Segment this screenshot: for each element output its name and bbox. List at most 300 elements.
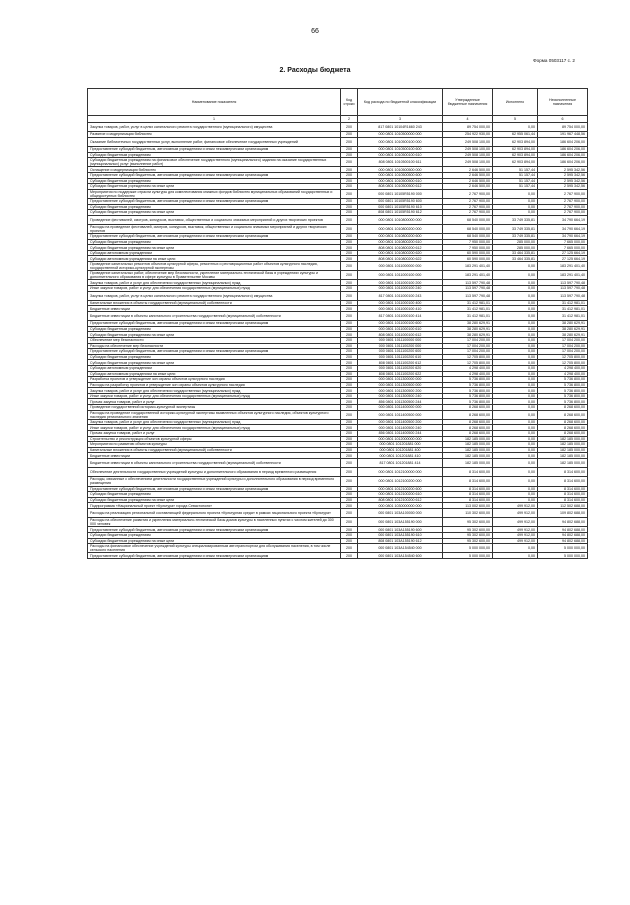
row-approved: 8 314 600,00 bbox=[443, 468, 493, 477]
row-kbk: 000 0801 1011400000 000 bbox=[358, 405, 443, 411]
row-executed: 33 464 335,81 bbox=[493, 256, 538, 262]
row-approved: 2 767 900,00 bbox=[443, 210, 493, 216]
row-kbk: 817 0801 101201881 414 bbox=[358, 459, 443, 468]
row-line-code: 200 bbox=[341, 447, 358, 453]
row-line-code: 200 bbox=[341, 306, 358, 312]
row-line-code: 200 bbox=[341, 553, 358, 559]
row-approved: 182 185 000,00 bbox=[443, 436, 493, 442]
row-unexecuted: 38 280 629,91 bbox=[538, 332, 588, 338]
row-kbk: 808 0801 1011100200 612 bbox=[358, 360, 443, 366]
row-kbk: 000 0801 101201881 410 bbox=[358, 453, 443, 459]
row-name: Бюджетные инвестиции в объекты капитального строительства государственной (муниципальной) собственности bbox=[88, 459, 341, 468]
row-executed: 0,00 bbox=[493, 354, 538, 360]
row-line-code: 200 bbox=[341, 486, 358, 492]
row-name: Предоставление субсидий бюджетным, автономным учреждениям и иным некоммерческим организациям bbox=[88, 172, 341, 178]
row-kbk: 817 0801 10104R1660 243 bbox=[358, 123, 443, 132]
row-unexecuted: 186 604 206,00 bbox=[538, 158, 588, 167]
row-line-code: 200 bbox=[341, 189, 358, 198]
row-name: Мероприятия по развитию объектов культуры bbox=[88, 442, 341, 448]
row-executed: 499 912,00 bbox=[493, 503, 538, 509]
row-kbk: 000 0801 103A100000 000 bbox=[358, 508, 443, 517]
row-approved: 113 002 600,00 bbox=[443, 503, 493, 509]
row-approved: 182 185 000,00 bbox=[443, 459, 493, 468]
row-name: Субсидии автономным учреждениям на иные цели bbox=[88, 371, 341, 377]
row-unexecuted: 4 298 400,00 bbox=[538, 365, 588, 371]
row-unexecuted: 191 967 448,56 bbox=[538, 132, 588, 138]
row-unexecuted: 27 125 664,19 bbox=[538, 256, 588, 262]
row-approved: 17 004 200,00 bbox=[443, 349, 493, 355]
row-approved: 183 291 401,40 bbox=[443, 271, 493, 280]
row-line-code: 200 bbox=[341, 271, 358, 280]
row-unexecuted: 94 802 688,00 bbox=[538, 527, 588, 533]
row-executed: 0,00 bbox=[493, 271, 538, 280]
row-approved: 12 705 800,00 bbox=[443, 354, 493, 360]
table-row bbox=[88, 410, 588, 419]
row-line-code: 200 bbox=[341, 152, 358, 158]
row-executed: 62 955 061,44 bbox=[493, 132, 538, 138]
row-approved: 8 314 600,00 bbox=[443, 492, 493, 498]
row-name: Подпрограмма «Национальный проект «Культура» города Севастополя» bbox=[88, 503, 341, 509]
row-executed: 0,00 bbox=[493, 436, 538, 442]
row-name: Субсидии бюджетным учреждениям bbox=[88, 178, 341, 184]
row-approved: 249 508 100,00 bbox=[443, 158, 493, 167]
row-executed: 0,00 bbox=[493, 337, 538, 343]
row-unexecuted: 5 736 800,00 bbox=[538, 377, 588, 383]
row-unexecuted: 8 314 600,00 bbox=[538, 497, 588, 503]
table-row bbox=[88, 158, 588, 167]
row-kbk: 808 0801 1011100200 622 bbox=[358, 371, 443, 377]
row-kbk: 808 0801 1010500100 611 bbox=[358, 158, 443, 167]
row-unexecuted: 112 502 688,00 bbox=[538, 503, 588, 509]
column-number-row bbox=[88, 116, 588, 123]
row-kbk: 000 0801 1011000100 240 bbox=[358, 286, 443, 292]
row-unexecuted: 182 185 000,00 bbox=[538, 453, 588, 459]
row-approved: 89 754 000,00 bbox=[443, 123, 493, 132]
row-unexecuted: 94 802 688,00 bbox=[538, 538, 588, 544]
row-name: Предоставление субсидий бюджетным, автономным учреждениям и иным некоммерческим организациям bbox=[88, 198, 341, 204]
row-unexecuted: 17 004 200,00 bbox=[538, 343, 588, 349]
row-unexecuted: 186 604 206,00 bbox=[538, 146, 588, 152]
row-kbk: 000 0801 1011000100 000 bbox=[358, 271, 443, 280]
row-name: Расходы на обеспечение развития и укрепления материально-технической базы домов культуры в населенных пунктах с числом жителей до 300 000 человек bbox=[88, 518, 341, 527]
row-executed: 0,00 bbox=[493, 210, 538, 216]
row-unexecuted: 34 790 664,19 bbox=[538, 234, 588, 240]
row-unexecuted: 5 736 800,00 bbox=[538, 382, 588, 388]
row-kbk: 000 0801 1010500100 600 bbox=[358, 146, 443, 152]
row-executed: 0,00 bbox=[493, 553, 538, 559]
table-row bbox=[88, 262, 588, 271]
row-kbk: 000 0801 1010800200 610 bbox=[358, 239, 443, 245]
row-line-code: 200 bbox=[341, 262, 358, 271]
row-approved: 8 268 600,00 bbox=[443, 425, 493, 431]
column-number: 5 bbox=[493, 116, 538, 123]
row-line-code: 200 bbox=[341, 497, 358, 503]
row-kbk: 000 0801 103A155190 610 bbox=[358, 532, 443, 538]
row-unexecuted: 8 268 600,00 bbox=[538, 419, 588, 425]
row-unexecuted: 2 767 900,00 bbox=[538, 189, 588, 198]
table-row bbox=[88, 311, 588, 320]
row-unexecuted: 34 790 664,19 bbox=[538, 215, 588, 224]
row-executed: 0,00 bbox=[493, 377, 538, 383]
row-line-code: 200 bbox=[341, 137, 358, 146]
row-line-code: 200 bbox=[341, 365, 358, 371]
column-number: 2 bbox=[341, 116, 358, 123]
row-executed: 499 912,00 bbox=[493, 518, 538, 527]
row-approved: 31 412 981,01 bbox=[443, 311, 493, 320]
row-executed: 0,00 bbox=[493, 447, 538, 453]
row-approved: 95 302 600,00 bbox=[443, 532, 493, 538]
row-approved: 2 767 900,00 bbox=[443, 189, 493, 198]
row-approved: 68 540 000,00 bbox=[443, 215, 493, 224]
row-line-code: 200 bbox=[341, 300, 358, 306]
row-approved: 12 705 800,00 bbox=[443, 360, 493, 366]
row-name: Субсидии бюджетным учреждениям на иные цели bbox=[88, 497, 341, 503]
row-unexecuted: 182 185 000,00 bbox=[538, 447, 588, 453]
row-line-code: 200 bbox=[341, 321, 358, 327]
row-kbk: 000 0801 1010500100 610 bbox=[358, 152, 443, 158]
row-approved: 38 280 629,91 bbox=[443, 326, 493, 332]
row-kbk: 000 0801 1010500500 000 bbox=[358, 167, 443, 173]
row-name: Прочая закупка товаров, работ и услуг bbox=[88, 431, 341, 437]
row-line-code: 200 bbox=[341, 527, 358, 533]
row-approved: 8 268 600,00 bbox=[443, 410, 493, 419]
row-approved: 31 412 981,01 bbox=[443, 300, 493, 306]
row-line-code: 200 bbox=[341, 326, 358, 332]
row-approved: 182 185 000,00 bbox=[443, 453, 493, 459]
row-unexecuted: 89 754 000,00 bbox=[538, 123, 588, 132]
row-executed: 0,00 bbox=[493, 198, 538, 204]
row-name: Субсидии бюджетным учреждениям bbox=[88, 239, 341, 245]
row-unexecuted: 34 790 664,19 bbox=[538, 224, 588, 233]
row-approved: 60 590 000,00 bbox=[443, 250, 493, 256]
row-name: Предоставление субсидий бюджетным, автономным учреждениям и иным некоммерческим организациям bbox=[88, 349, 341, 355]
row-kbk: 000 0801 1011400500 240 bbox=[358, 425, 443, 431]
row-approved: 8 268 600,00 bbox=[443, 419, 493, 425]
table-row bbox=[88, 271, 588, 280]
row-approved: 4 298 400,00 bbox=[443, 371, 493, 377]
row-executed: 0,00 bbox=[493, 332, 538, 338]
row-kbk: 856 0801 1011300500 244 bbox=[358, 399, 443, 405]
row-name: Предоставление субсидий бюджетным, автономным учреждениям и иным некоммерческим организациям bbox=[88, 486, 341, 492]
row-name: Проведение капитальных работ, обеспечение мер безопасности, укрепление материально-технической базы в учреждениях культуры и дополнительного образования в сфере культуры в Правительстве Москвы bbox=[88, 271, 341, 280]
row-kbk: 817 0801 1011000100 414 bbox=[358, 311, 443, 320]
row-name: Прочая закупка товаров, работ и услуг bbox=[88, 399, 341, 405]
row-executed: 0,00 bbox=[493, 410, 538, 419]
row-executed: 0,00 bbox=[493, 431, 538, 437]
row-kbk: 000 0801 103A154540 000 bbox=[358, 544, 443, 553]
row-kbk: 000 0801 1011400500 000 bbox=[358, 410, 443, 419]
row-unexecuted: 2 767 900,00 bbox=[538, 204, 588, 210]
row-kbk: 000 0801 1010800200 600 bbox=[358, 234, 443, 240]
row-approved: 68 540 000,00 bbox=[443, 224, 493, 233]
row-name: Субсидии бюджетным учреждениям на иные цели bbox=[88, 210, 341, 216]
row-executed: 285 000,00 bbox=[493, 245, 538, 251]
row-executed: 62 903 894,00 bbox=[493, 152, 538, 158]
row-kbk: 000 0801 1011000000 000 bbox=[358, 262, 443, 271]
row-approved: 5 736 800,00 bbox=[443, 399, 493, 405]
row-kbk: 000 0801 1010500500 600 bbox=[358, 172, 443, 178]
row-line-code: 200 bbox=[341, 198, 358, 204]
row-line-code: 200 bbox=[341, 234, 358, 240]
row-unexecuted: 12 705 800,00 bbox=[538, 360, 588, 366]
row-line-code: 200 bbox=[341, 377, 358, 383]
row-kbk: 000 0801 1012100200 600 bbox=[358, 486, 443, 492]
row-line-code: 200 bbox=[341, 360, 358, 366]
row-approved: 8 314 600,00 bbox=[443, 486, 493, 492]
row-name: Капитальные вложения в объекты государственной (муниципальной) собственности bbox=[88, 300, 341, 306]
row-line-code: 200 bbox=[341, 123, 358, 132]
row-executed: 33 749 335,81 bbox=[493, 234, 538, 240]
row-executed: 0,00 bbox=[493, 123, 538, 132]
row-approved: 249 508 100,00 bbox=[443, 152, 493, 158]
row-line-code: 200 bbox=[341, 167, 358, 173]
row-line-code: 200 bbox=[341, 178, 358, 184]
row-unexecuted: 5 736 800,00 bbox=[538, 399, 588, 405]
row-executed: 0,00 bbox=[493, 425, 538, 431]
row-executed: 0,00 bbox=[493, 291, 538, 300]
row-line-code: 200 bbox=[341, 354, 358, 360]
row-line-code: 200 bbox=[341, 291, 358, 300]
row-unexecuted: 182 185 000,00 bbox=[538, 442, 588, 448]
table-row bbox=[88, 291, 588, 300]
row-kbk: 000 0801 1011000100 200 bbox=[358, 280, 443, 286]
row-name: Проведение капитальных ремонтов объектов культурной сферы, ремонтных и реставрационных работ объектов культурного наследия, государственной историко-культурной экспертизы bbox=[88, 262, 341, 271]
row-executed: 0,00 bbox=[493, 399, 538, 405]
column-number: 3 bbox=[358, 116, 443, 123]
row-approved: 249 508 100,00 bbox=[443, 137, 493, 146]
row-unexecuted: 113 597 790,48 bbox=[538, 280, 588, 286]
row-kbk: 000 0801 1012100200 610 bbox=[358, 492, 443, 498]
row-name: Предоставление субсидий бюджетным, автономным учреждениям и иным некоммерческим организациям bbox=[88, 234, 341, 240]
row-unexecuted: 182 185 000,00 bbox=[538, 436, 588, 442]
row-line-code: 200 bbox=[341, 532, 358, 538]
row-name: Иные закупки товаров, работ и услуг для обеспечения государственных (муниципальных) нужд bbox=[88, 393, 341, 399]
row-line-code: 200 bbox=[341, 492, 358, 498]
row-approved: 113 597 790,48 bbox=[443, 286, 493, 292]
row-unexecuted: 4 298 400,00 bbox=[538, 371, 588, 377]
table-row bbox=[88, 518, 588, 527]
row-kbk: 000 0801 1011100200 600 bbox=[358, 349, 443, 355]
row-executed: 0,00 bbox=[493, 189, 538, 198]
row-unexecuted: 5 000 000,00 bbox=[538, 553, 588, 559]
row-executed: 499 912,00 bbox=[493, 538, 538, 544]
expenses-table bbox=[87, 88, 588, 559]
row-executed: 0,00 bbox=[493, 459, 538, 468]
row-line-code: 200 bbox=[341, 224, 358, 233]
row-unexecuted: 2 595 342,56 bbox=[538, 184, 588, 190]
row-kbk: 000 0801 1011100200 620 bbox=[358, 365, 443, 371]
row-line-code: 200 bbox=[341, 245, 358, 251]
row-name: Предоставление субсидий бюджетным, автономным учреждениям и иным некоммерческим организациям bbox=[88, 321, 341, 327]
row-kbk: 000 0801 10105R5190 610 bbox=[358, 204, 443, 210]
row-name: Расходы на финансовое обеспечение учреждений культуры специализированным автотранспортом для обслуживания населения, в том числе сельского населения bbox=[88, 544, 341, 553]
row-approved: 31 412 981,01 bbox=[443, 306, 493, 312]
row-unexecuted: 7 665 000,00 bbox=[538, 239, 588, 245]
row-name: Иные закупки товаров, работ и услуг для обеспечения государственных (муниципальных) нужд bbox=[88, 286, 341, 292]
table-row bbox=[88, 189, 588, 198]
table-row bbox=[88, 459, 588, 468]
row-name: Предоставление субсидий бюджетным, автономным учреждениям и иным некоммерческим организациям bbox=[88, 553, 341, 559]
row-approved: 113 597 790,48 bbox=[443, 280, 493, 286]
row-executed: 0,00 bbox=[493, 321, 538, 327]
row-approved: 95 302 600,00 bbox=[443, 538, 493, 544]
row-approved: 182 185 000,00 bbox=[443, 442, 493, 448]
row-line-code: 200 bbox=[341, 204, 358, 210]
row-line-code: 200 bbox=[341, 371, 358, 377]
row-name: Предоставление субсидий бюджетным, автономным учреждениям и иным некоммерческим организациям bbox=[88, 146, 341, 152]
row-name: Субсидии бюджетным учреждениям bbox=[88, 354, 341, 360]
row-executed: 0,00 bbox=[493, 468, 538, 477]
row-executed: 0,00 bbox=[493, 544, 538, 553]
row-name: Предоставление субсидий бюджетным, автономным учреждениям и иным некоммерческим организациям bbox=[88, 527, 341, 533]
row-executed: 62 903 894,00 bbox=[493, 158, 538, 167]
row-name: Закупка товаров, работ и услуг для обеспечения государственных (муниципальных) нужд bbox=[88, 419, 341, 425]
table-row bbox=[88, 553, 588, 559]
row-name: Мероприятия по поддержке отрасли культуры для комплектования книжных фондов библиотек муниципальных образований государственных и общедоступных библиотек bbox=[88, 189, 341, 198]
row-line-code: 200 bbox=[341, 405, 358, 411]
row-executed: 0,00 bbox=[493, 360, 538, 366]
row-line-code: 200 bbox=[341, 256, 358, 262]
row-executed: 51 157,44 bbox=[493, 178, 538, 184]
row-line-code: 200 bbox=[341, 311, 358, 320]
row-kbk: 000 0801 1012100000 000 bbox=[358, 468, 443, 477]
column-number: 6 bbox=[538, 116, 588, 123]
row-kbk: 856 0801 1011400500 244 bbox=[358, 431, 443, 437]
row-approved: 2 646 500,00 bbox=[443, 172, 493, 178]
row-approved: 2 767 900,00 bbox=[443, 204, 493, 210]
row-approved: 182 185 000,00 bbox=[443, 447, 493, 453]
row-executed: 0,00 bbox=[493, 306, 538, 312]
row-executed: 0,00 bbox=[493, 286, 538, 292]
row-executed: 0,00 bbox=[493, 388, 538, 394]
row-line-code: 200 bbox=[341, 503, 358, 509]
row-line-code: 200 bbox=[341, 132, 358, 138]
row-executed: 285 000,00 bbox=[493, 239, 538, 245]
row-line-code: 200 bbox=[341, 419, 358, 425]
row-executed: 0,00 bbox=[493, 365, 538, 371]
row-unexecuted: 109 802 688,00 bbox=[538, 508, 588, 517]
row-kbk: 000 0801 1030000000 000 bbox=[358, 503, 443, 509]
row-name: Расходы на реализацию региональной составляющей федерального проекта «Культурная среда» в рамках национального проекта «Культура» bbox=[88, 508, 341, 517]
row-kbk: 000 0801 1011000100 400 bbox=[358, 300, 443, 306]
row-executed: 0,00 bbox=[493, 419, 538, 425]
row-approved: 8 268 600,00 bbox=[443, 431, 493, 437]
row-line-code: 200 bbox=[341, 210, 358, 216]
row-line-code: 200 bbox=[341, 393, 358, 399]
row-kbk: 808 0801 1010500500 612 bbox=[358, 184, 443, 190]
section-title: 2. Расходы бюджета bbox=[279, 67, 351, 74]
header-name: Наименование показателя bbox=[88, 89, 341, 116]
row-approved: 17 004 200,00 bbox=[443, 343, 493, 349]
row-unexecuted: 186 604 206,00 bbox=[538, 152, 588, 158]
row-name: Расходы на проведение государственной историко-культурной экспертизы выявленных объектов культурного наследия, объектов культурного наследия регионального значения bbox=[88, 410, 341, 419]
row-kbk: 000 0801 1011400500 200 bbox=[358, 419, 443, 425]
row-kbk: 000 0801 1011100200 000 bbox=[358, 343, 443, 349]
row-executed: 0,00 bbox=[493, 300, 538, 306]
row-approved: 8 314 600,00 bbox=[443, 497, 493, 503]
row-approved: 254 922 930,00 bbox=[443, 132, 493, 138]
row-line-code: 200 bbox=[341, 425, 358, 431]
row-executed: 0,00 bbox=[493, 349, 538, 355]
row-name: Субсидии автономным учреждениям bbox=[88, 365, 341, 371]
row-kbk: 000 0801 1011300000 000 bbox=[358, 377, 443, 383]
row-kbk: 000 0801 1012100200 000 bbox=[358, 477, 443, 486]
row-line-code: 200 bbox=[341, 250, 358, 256]
row-name: Разработка проектов и утверждение зон охраны объектов культурного наследия bbox=[88, 377, 341, 383]
row-name: Субсидии бюджетным учреждениям bbox=[88, 326, 341, 332]
row-line-code: 200 bbox=[341, 215, 358, 224]
row-approved: 38 280 629,91 bbox=[443, 332, 493, 338]
row-approved: 110 302 600,00 bbox=[443, 508, 493, 517]
row-unexecuted: 2 767 900,00 bbox=[538, 198, 588, 204]
row-line-code: 200 bbox=[341, 399, 358, 405]
row-approved: 5 736 800,00 bbox=[443, 382, 493, 388]
row-line-code: 200 bbox=[341, 280, 358, 286]
table-row bbox=[88, 477, 588, 486]
row-unexecuted: 8 314 600,00 bbox=[538, 468, 588, 477]
header-executed: Исполнено bbox=[493, 89, 538, 116]
row-kbk: 808 0801 1010800200 622 bbox=[358, 256, 443, 262]
row-line-code: 200 bbox=[341, 349, 358, 355]
row-line-code: 200 bbox=[341, 508, 358, 517]
row-line-code: 200 bbox=[341, 431, 358, 437]
row-approved: 4 298 400,00 bbox=[443, 365, 493, 371]
row-name: Закупка товаров, работ и услуг для обеспечения государственных (муниципальных) нужд bbox=[88, 388, 341, 394]
row-executed: 0,00 bbox=[493, 262, 538, 271]
row-kbk: 808 0801 1012100200 612 bbox=[358, 497, 443, 503]
row-approved: 8 314 600,00 bbox=[443, 477, 493, 486]
table-body bbox=[88, 123, 588, 559]
row-unexecuted: 5 736 800,00 bbox=[538, 388, 588, 394]
row-kbk: 808 0801 103A155190 612 bbox=[358, 538, 443, 544]
row-kbk: 000 0801 1011000100 410 bbox=[358, 306, 443, 312]
row-approved: 7 950 000,00 bbox=[443, 245, 493, 251]
row-kbk: 000 0801 1010800000 000 bbox=[358, 215, 443, 224]
row-approved: 17 004 200,00 bbox=[443, 337, 493, 343]
row-line-code: 200 bbox=[341, 453, 358, 459]
row-kbk: 000 0801 1011300500 240 bbox=[358, 393, 443, 399]
row-name: Закупка товаров, работ, услуг в целях капитального ремонта государственного (муниципального) имущества bbox=[88, 123, 341, 132]
row-name: Субсидии бюджетным учреждениям на иные цели bbox=[88, 360, 341, 366]
row-unexecuted: 2 767 900,00 bbox=[538, 210, 588, 216]
row-approved: 95 302 600,00 bbox=[443, 518, 493, 527]
row-executed: 0,00 bbox=[493, 371, 538, 377]
row-unexecuted: 183 291 401,40 bbox=[538, 271, 588, 280]
row-name: Обеспечение деятельности государственных учреждений культуры и дополнительного образования в период временного размещения bbox=[88, 468, 341, 477]
row-executed: 51 157,44 bbox=[493, 172, 538, 178]
row-line-code: 200 bbox=[341, 239, 358, 245]
row-name: Проведение фестивалей, смотров, конкурсов, выставок, общественных и социально значимых мероприятий и других творческих проектов bbox=[88, 215, 341, 224]
row-kbk: 000 0801 1010500500 610 bbox=[358, 178, 443, 184]
row-kbk: 000 0801 103A155190 600 bbox=[358, 527, 443, 533]
row-name: Капитальные вложения в объекты государственной (муниципальной) собственности bbox=[88, 447, 341, 453]
row-unexecuted: 31 412 981,01 bbox=[538, 300, 588, 306]
header-approved: Утвержденные бюджетные назначения bbox=[443, 89, 493, 116]
row-approved: 2 646 500,00 bbox=[443, 167, 493, 173]
header-line-code: Код строки bbox=[341, 89, 358, 116]
row-kbk: 808 0801 1010800200 612 bbox=[358, 245, 443, 251]
row-line-code: 200 bbox=[341, 459, 358, 468]
row-kbk: 000 0801 103A155190 000 bbox=[358, 518, 443, 527]
row-line-code: 200 bbox=[341, 442, 358, 448]
row-unexecuted: 183 291 401,40 bbox=[538, 262, 588, 271]
row-kbk: 817 0801 1011000100 243 bbox=[358, 291, 443, 300]
row-approved: 2 767 900,00 bbox=[443, 198, 493, 204]
row-executed: 51 157,44 bbox=[493, 184, 538, 190]
row-line-code: 200 bbox=[341, 332, 358, 338]
row-name: Расходы на проведение фестивалей, смотров, конкурсов, выставок, общественных и социально значимых мероприятий и других творческих проектов bbox=[88, 224, 341, 233]
row-name: Субсидии бюджетным учреждениям на иные цели bbox=[88, 538, 341, 544]
